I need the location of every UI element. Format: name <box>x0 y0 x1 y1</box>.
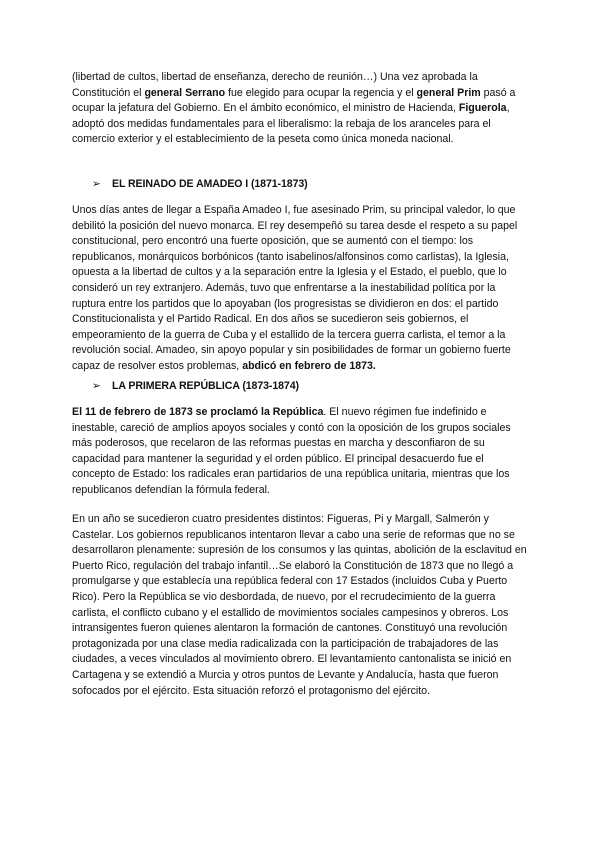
bold-proclamation: El 11 de febrero de 1873 se proclamó la República <box>72 406 324 418</box>
paragraph-presidents <box>72 512 528 699</box>
bold-abdication: abdicó en febrero de 1873. <box>242 359 376 372</box>
section-heading-republica <box>92 379 299 394</box>
text-run: . El nuevo régimen fue indefinido e inestable, careció de amplios apoyos sociales y contó con la oposición de los grupos sociales más poderosos, que recelaron de las reformas puestas en marcha y desconfiaron de su capacidad para mantener la seguridad y el orden público. El principal desacuerdo fue el concepto de Estado: los radicales eran partidarios de una república unitaria, mientras que los republicanos defendían la fórmula federal. <box>72 406 511 496</box>
paragraph-intro <box>72 70 528 148</box>
arrow-bullet-icon: ➢ <box>92 380 101 392</box>
arrow-bullet-icon: ➢ <box>92 178 101 190</box>
text-run: pasó a ocupar la jefatura del Gobierno. En el ámbito económico, el ministro de Hacienda, <box>72 86 516 115</box>
text-run: Unos días antes de llegar a España Amadeo I, fue asesinado Prim, su principal valedor, lo que debilitó la posición del nuevo monarca. El rey desempeñó su tarea desde el respeto a su papel constitucional, pero encontró una fuerte oposición, que se aumentó con el tiempo: los republicanos, monárquicos borbónicos (tanto isabelinos/alfonsinos como carlistas), la Iglesia, opuesta a la libertad de cultos y a la separación entre la Iglesia y el Estado, el pueblo, que lo consideró un rey extranjero. Además, tuvo que enfrentarse a la inestabilidad política por la ruptura entre los partidos que lo apoyaban (los progresistas se dividieron en dos: el partido Constitucionalista y el Partido Radical. En dos años se sucedieron seis gobiernos, el empeoramiento de la guerra de Cuba y el estallido de la tercera guerra carlista, el temor a la revolución social. Amadeo, sin apoyo popular y sin posibilidades de formar un gobierno fuerte capaz de resolver estos problemas, <box>72 204 518 372</box>
text-run: fue elegido para ocupar la regencia y el <box>225 86 417 99</box>
text-run: (libertad de cultos, libertad de enseñanza, derecho de reunión…) Una vez aprobada la Constitución el <box>72 71 478 99</box>
heading-text: EL REINADO DE AMADEO I (1871-1873) <box>112 178 308 190</box>
section-heading-amadeo <box>92 177 308 192</box>
bold-prim: general Prim <box>416 86 481 99</box>
heading-text: LA PRIMERA REPÚBLICA (1873-1874) <box>112 380 299 392</box>
bold-figuerola: Figuerola <box>458 102 507 115</box>
text-run: En un año se sucedieron cuatro presidentes distintos: Figueras, Pi y Margall, Salmerón y Castelar. Los gobiernos republicanos intentaron llevar a cabo una serie de reformas que no se desarrollaron plenamente: supresión de los consumos y las quintas, abolición de la esclavitud en Puerto Rico, regulación del trabajo infantil…Se elaboró la Constitución de 1873 que no llegó a promulgarse y que establecía una república federal con 17 Estados (incluidos Cuba y Puerto Rico). Pero la República se vio desbordada, de nuevo, por el recrudecimiento de la guerra carlista, el conflicto cubano y el estallido de movimientos sociales campesinos y obreros. Los intransigentes fueron quienes alentaron la formación de cantones. Constituyó una revolución protagonizada por una clase media radicalizada con la participación de trabajadores de las ciudades, a veces vinculados al movimiento obrero. El levantamiento cantonalista se inició en Cartagena y se extendió a Murcia y otros puntos de Levante y Andalucía, hasta que fueron sofocados por el ejército. Esta situación reforzó el protagonismo del ejército. <box>72 513 527 697</box>
paragraph-amadeo <box>72 203 528 375</box>
paragraph-republica <box>72 405 528 499</box>
bold-serrano: general Serrano <box>144 86 226 99</box>
text-run: , adoptó dos medidas fundamentales para el liberalismo: la rebaja de los aranceles para el comercio exterior y el establecimiento de la peseta como única moneda nacional. <box>72 102 510 146</box>
